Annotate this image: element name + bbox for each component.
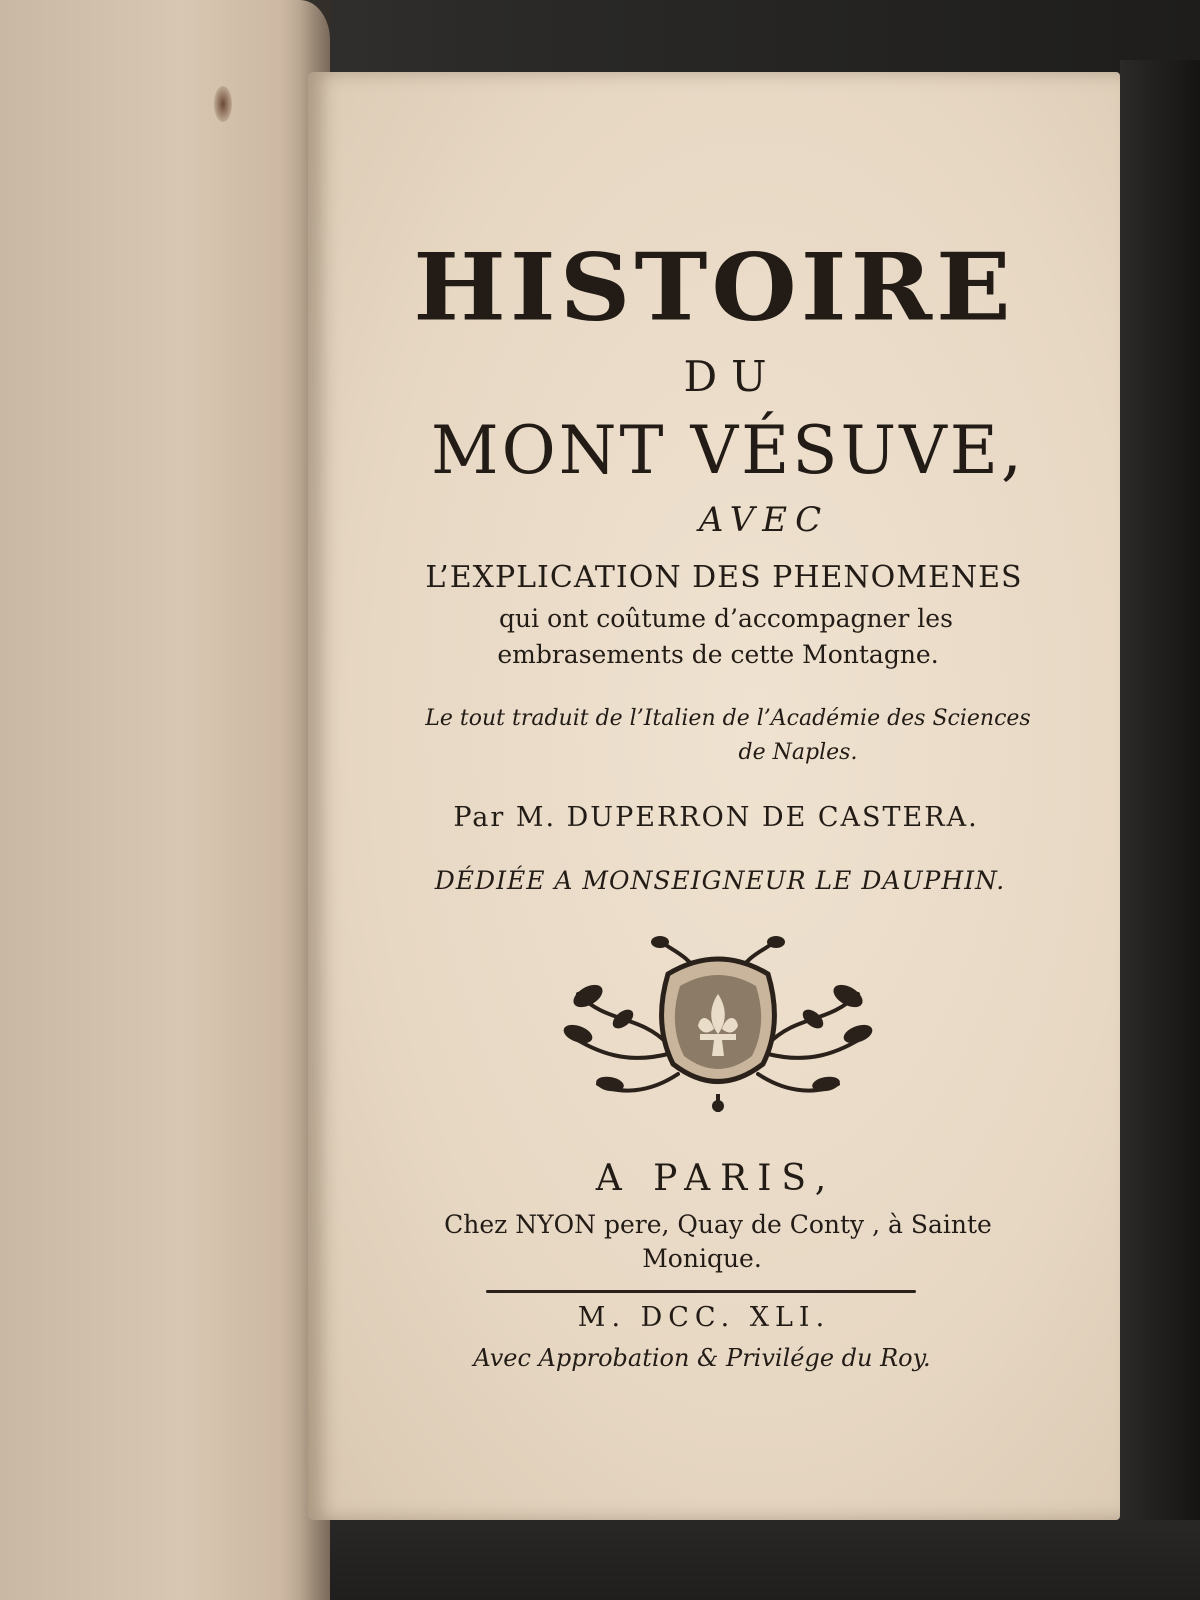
title-avec: AVEC xyxy=(698,500,830,540)
title-subject: MONT VÉSUVE, xyxy=(431,412,1025,489)
title-du: DU xyxy=(683,352,781,401)
left-endpaper xyxy=(0,0,330,1600)
translation-note-line-1: Le tout traduit de l’Italien de l’Académie des Sciences xyxy=(425,706,1031,731)
explanation-line-3: embrasements de cette Montagne. xyxy=(497,640,939,669)
paper-stain xyxy=(214,86,232,122)
publisher-line-2: Monique. xyxy=(642,1244,762,1273)
book-cover-edge xyxy=(1120,60,1200,1520)
author-line: Par M. DUPERRON DE CASTERA. xyxy=(453,802,979,833)
book-title: HISTOIRE xyxy=(413,232,1015,343)
explanation-heading: L’EXPLICATION DES PHENOMENES xyxy=(425,560,1023,595)
imprint-city: A PARIS, xyxy=(595,1158,837,1199)
fleur-de-lis-vignette xyxy=(548,934,888,1114)
translation-note-line-2: de Naples. xyxy=(738,740,858,765)
imprint-rule xyxy=(486,1290,916,1293)
title-page xyxy=(308,72,1120,1520)
royal-approbation: Avec Approbation & Privilége du Roy. xyxy=(473,1344,931,1372)
publisher-line-1: Chez NYON pere, Quay de Conty , à Sainte xyxy=(444,1210,992,1239)
publication-date: M. DCC. XLI. xyxy=(577,1302,831,1333)
dedication-line: DÉDIÉE A MONSEIGNEUR LE DAUPHIN. xyxy=(434,866,1006,895)
explanation-line-2: qui ont coûtume d’accompagner les xyxy=(499,604,953,633)
